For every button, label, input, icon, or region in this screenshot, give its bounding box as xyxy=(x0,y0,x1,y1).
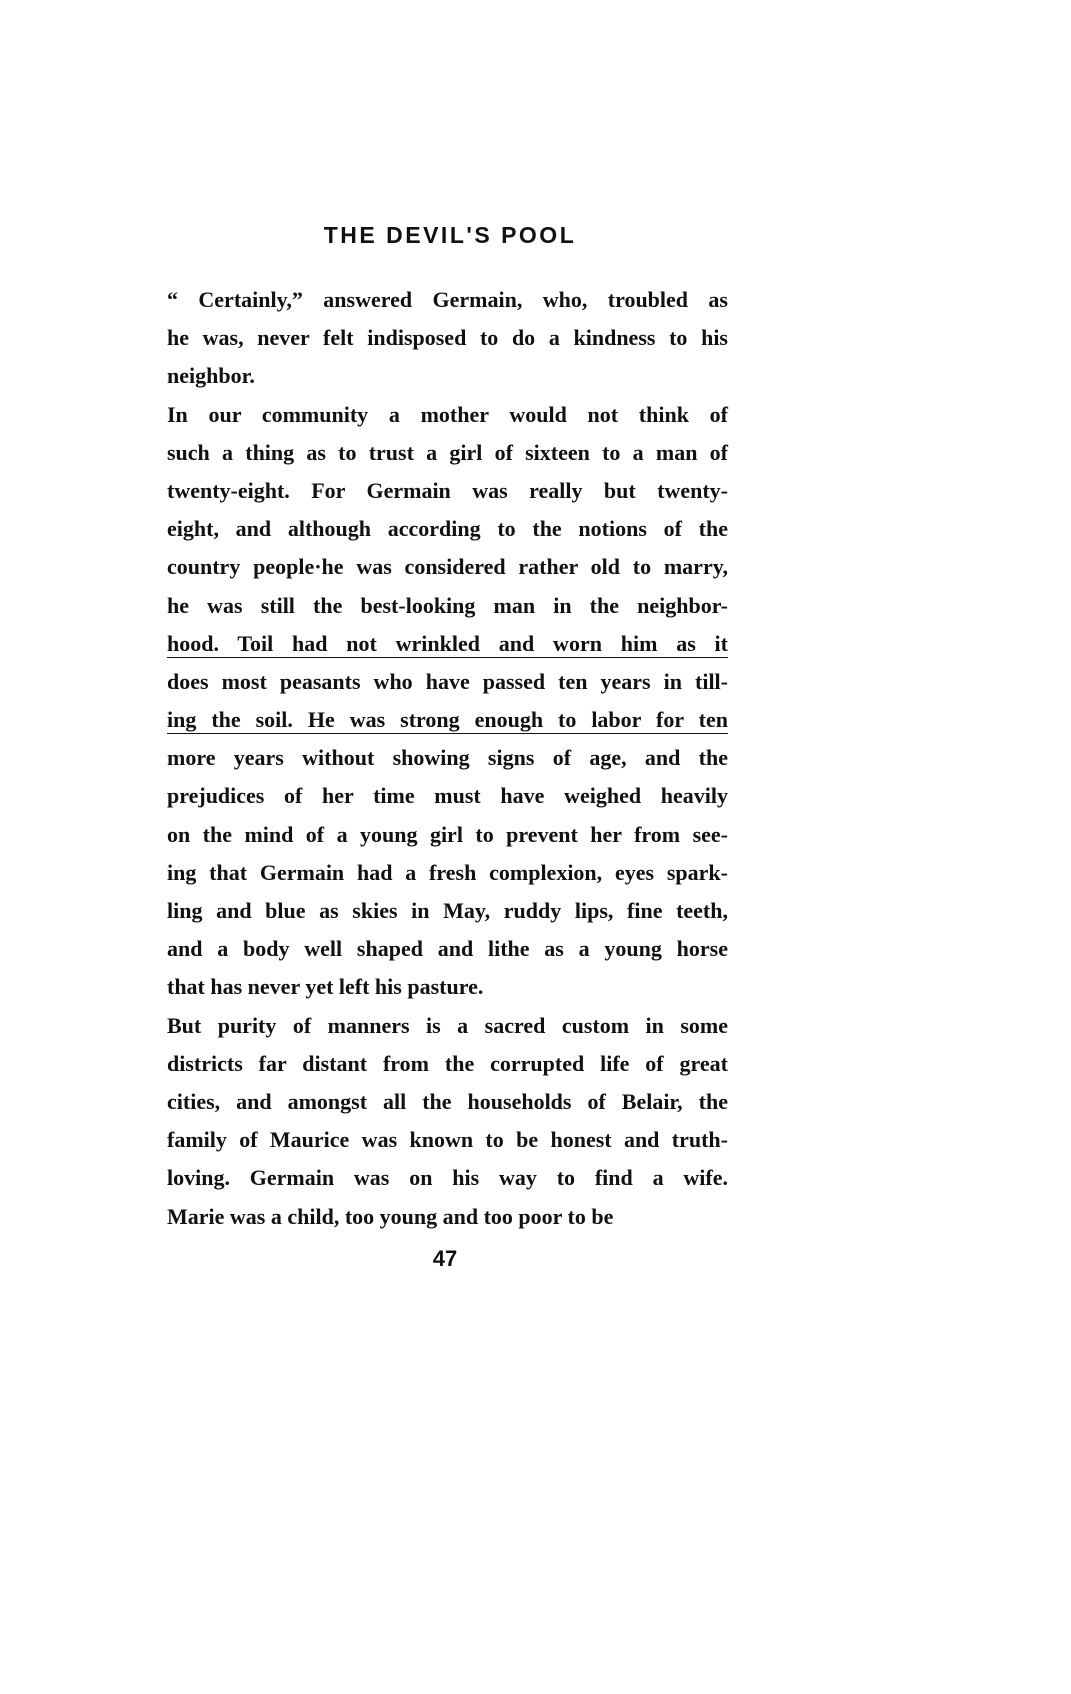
text-line: that has never yet left his pasture. xyxy=(167,974,484,1000)
text-line: he was still the best-looking man in the neighbor- xyxy=(167,592,728,618)
text-line: districts far distant from the corrupted life of great xyxy=(167,1050,728,1076)
running-header: THE DEVIL'S POOL xyxy=(323,222,577,248)
text-line: ling and blue as skies in May, ruddy lips, fine teeth, xyxy=(167,898,728,923)
text-line: twenty-eight. For Germain was really but twenty- xyxy=(167,477,728,503)
text-line: does most peasants who have passed ten years in till- xyxy=(167,668,728,694)
paragraph xyxy=(167,396,728,1007)
text-line: ing that Germain had a fresh complexion, eyes spark- xyxy=(167,859,728,885)
text-line: ing the soil. He was strong enough to labor for ten xyxy=(167,707,728,733)
text-line: he was, never felt indisposed to do a kindness to his xyxy=(167,325,728,351)
text-line: more years without showing signs of age, and the xyxy=(167,745,728,771)
paragraph xyxy=(167,1007,728,1236)
text-line: such a thing as to trust a girl of sixteen to a man of xyxy=(167,439,728,465)
text-line: But purity of manners is a sacred custom in some xyxy=(167,1012,728,1038)
text-line: loving. Germain was on his way to find a wife. xyxy=(167,1165,728,1191)
text-line: Marie was a child, too young and too poor to be xyxy=(167,1203,614,1229)
paragraph xyxy=(167,281,728,396)
text-line: country people·he was considered rather old to marry, xyxy=(167,554,728,580)
text-line: prejudices of her time must have weighed heavily xyxy=(167,783,728,809)
text-line: “ Certainly,” answered Germain, who, troubled as xyxy=(167,287,728,312)
text-line: eight, and although according to the notions of the xyxy=(167,516,728,542)
text-line: In our community a mother would not think of xyxy=(167,401,728,427)
text-line: family of Maurice was known to be honest and truth- xyxy=(167,1127,728,1153)
body-text xyxy=(167,281,728,1236)
text-line: neighbor. xyxy=(167,363,255,389)
text-line: on the mind of a young girl to prevent her from see- xyxy=(167,821,728,847)
text-line: cities, and amongst all the households of Belair, the xyxy=(167,1088,728,1114)
text-line: hood. Toil had not wrinkled and worn him as it xyxy=(167,630,728,656)
text-line: and a body well shaped and lithe as a young horse xyxy=(167,936,728,962)
page-number: 47 xyxy=(432,1246,458,1271)
